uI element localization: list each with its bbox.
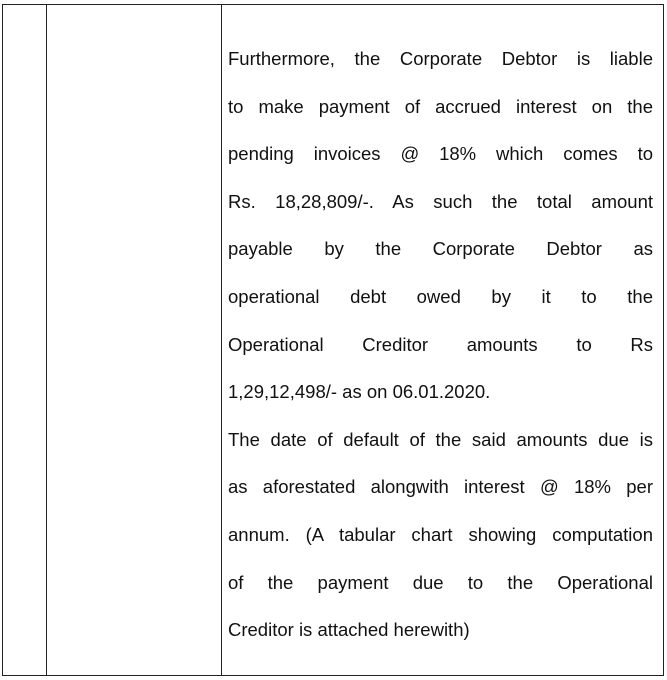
text-line: operational debt owed by it to the [228, 285, 653, 307]
text-line: of the payment due to the Operational [228, 571, 653, 593]
text-line: Rs. 18,28,809/-. As such the total amount [228, 190, 653, 212]
text-line: The date of default of the said amounts due is [228, 428, 653, 450]
text-line: to make payment of accrued interest on the [228, 95, 653, 117]
table-cell-text [228, 5, 653, 654]
text-line: Furthermore, the Corporate Debtor is liable [228, 48, 653, 69]
text-line: Creditor is attached herewith) [228, 619, 470, 641]
column-divider-1 [46, 5, 47, 675]
text-line: 1,29,12,498/- as on 06.01.2020. [228, 381, 491, 403]
text-line: annum. (A tabular chart showing computation [228, 523, 653, 545]
column-divider-2 [221, 5, 222, 675]
document-table [2, 4, 664, 676]
paragraph-default-date [228, 416, 653, 654]
paragraph-payment-details [228, 35, 653, 416]
text-line: as aforestated alongwith interest @ 18% per [228, 476, 653, 498]
text-line: payable by the Corporate Debtor as [228, 238, 653, 260]
text-line: Operational Creditor amounts to Rs [228, 333, 653, 355]
text-line: pending invoices @ 18% which comes to [228, 143, 653, 165]
